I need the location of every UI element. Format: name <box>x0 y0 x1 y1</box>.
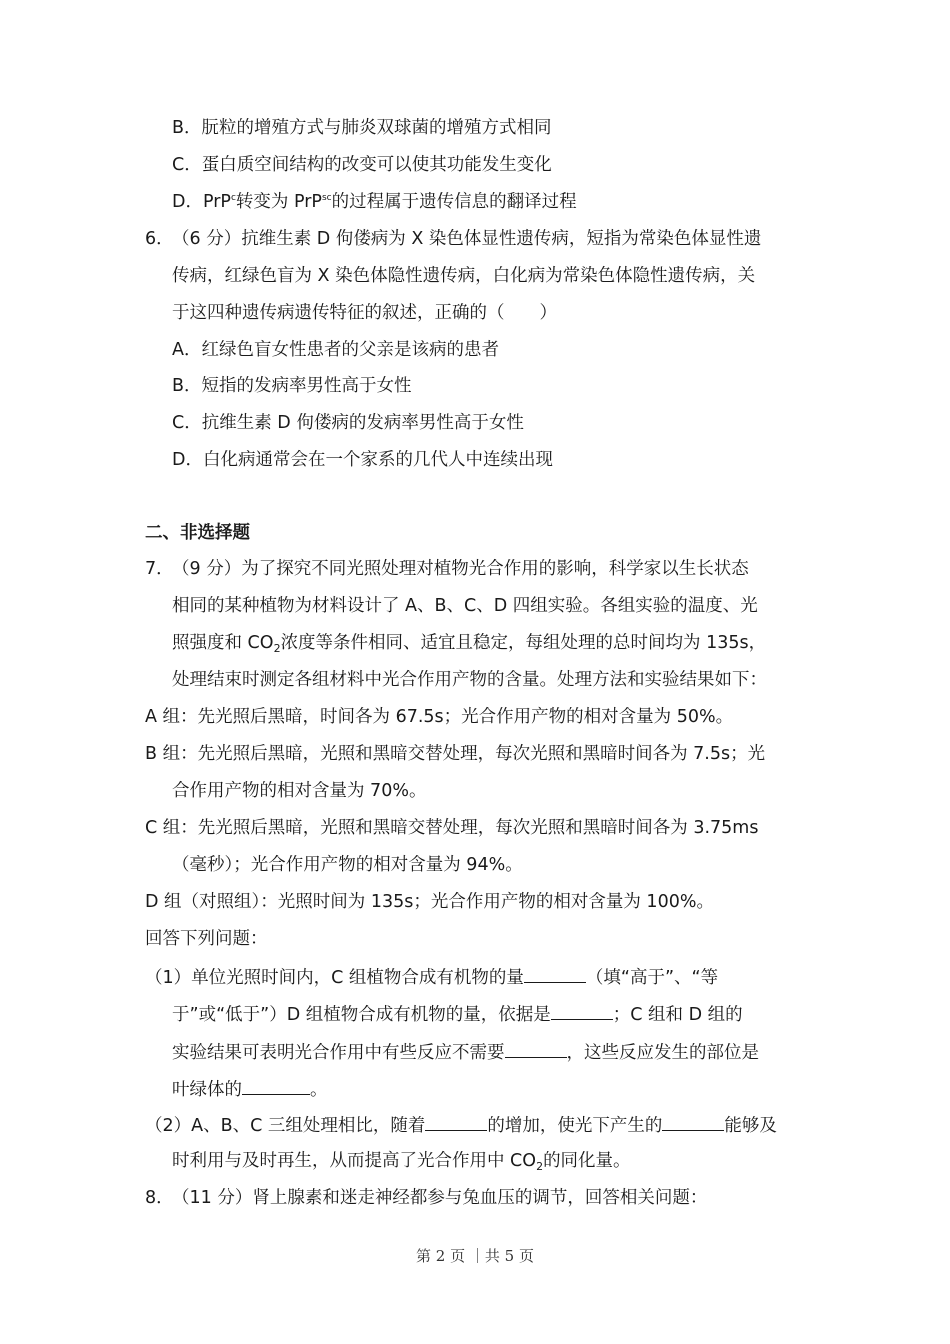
q6-stem-line-3: 于这四种遗传病遗传特征的叙述，正确的（ ） <box>172 303 557 323</box>
answer-blank[interactable] <box>551 1002 613 1020</box>
section-heading: 二、非选择题 <box>145 523 250 543</box>
q7-part1-line-1: （1）单位光照时间内，C 组植物合成有机物的量 （填“高于”、“等 <box>145 965 718 989</box>
page-footer: 第 2 页 ｜共 5 页 <box>416 1247 534 1265</box>
q8-number: 8． <box>145 1188 174 1208</box>
q5-option-b: B．朊粒的增殖方式与肺炎双球菌的增殖方式相同 <box>172 118 552 138</box>
q7-number: 7． <box>145 559 174 579</box>
q7-part1-line-4: 叶绿体的 。 <box>172 1077 328 1101</box>
answer-blank[interactable] <box>662 1113 724 1131</box>
q6-stem-line-1: （6 分）抗维生素 D 佝偻病为 X 染色体显性遗传病，短指为常染色体显性遗 <box>172 229 762 249</box>
q5-option-d: D．PrP$^c$转变为 PrP$^{sc}$的过程属于遗传信息的翻译过程 <box>172 192 577 212</box>
q6-option-b: B．短指的发病率男性高于女性 <box>172 376 412 396</box>
q7-group-c-line-2: （毫秒）；光合作用产物的相对含量为 94%。 <box>172 855 523 875</box>
q7-group-a: A 组：先光照后黑暗，时间各为 67.5s；光合作用产物的相对含量为 50%。 <box>145 707 734 727</box>
q7-part1-line-2: 于”或“低于”）D 组植物合成有机物的量，依据是 ；C 组和 D 组的 <box>172 1002 743 1026</box>
q7-stem-line-3: 照强度和 $CO_2$浓度等条件相同、适宜且稳定，每组处理的总时间均为 135s， <box>172 633 767 655</box>
q6-option-c: C．抗维生素 D 佝偻病的发病率男性高于女性 <box>172 413 524 433</box>
answer-blank[interactable] <box>524 965 586 983</box>
q7-part1-line-3: 实验结果可表明光合作用中有些反应不需要 ，这些反应发生的部位是 <box>172 1040 759 1064</box>
q8-stem-line-1: （11 分）肾上腺素和迷走神经都参与兔血压的调节，回答相关问题： <box>172 1188 708 1208</box>
q7-stem-line-1: （9 分）为了探究不同光照处理对植物光合作用的影响，科学家以生长状态 <box>172 559 749 579</box>
q7-stem-line-2: 相同的某种植物为材料设计了 A、B、C、D 四组实验。各组实验的温度、光 <box>172 596 758 616</box>
q7-group-d: D 组（对照组）：光照时间为 135s；光合作用产物的相对含量为 100%。 <box>145 892 714 912</box>
q7-answer-prompt: 回答下列问题： <box>145 929 268 949</box>
q5-option-c: C．蛋白质空间结构的改变可以使其功能发生变化 <box>172 155 552 175</box>
q6-number: 6． <box>145 229 174 249</box>
q6-stem-line-2: 传病，红绿色盲为 X 染色体隐性遗传病，白化病为常染色体隐性遗传病，关 <box>172 266 756 286</box>
q7-stem-line-4: 处理结束时测定各组材料中光合作用产物的含量。处理方法和实验结果如下： <box>172 670 767 690</box>
q7-part2-line-1: （2）A、B、C 三组处理相比，随着 的增加，使光下产生的 能够及 <box>145 1113 777 1137</box>
answer-blank[interactable] <box>242 1077 310 1095</box>
q7-group-b-line-2: 合作用产物的相对含量为 70%。 <box>172 781 427 801</box>
q7-part2-line-2: 时利用与及时再生，从而提高了光合作用中 $CO_2$的同化量。 <box>172 1151 631 1173</box>
answer-blank[interactable] <box>425 1113 487 1131</box>
q6-option-a: A．红绿色盲女性患者的父亲是该病的患者 <box>172 340 499 360</box>
q6-option-d: D．白化病通常会在一个家系的几代人中连续出现 <box>172 450 553 470</box>
q7-group-c-line-1: C 组：先光照后黑暗，光照和黑暗交替处理，每次光照和黑暗时间各为 3.75ms <box>145 818 759 838</box>
q7-group-b-line-1: B 组：先光照后黑暗，光照和黑暗交替处理，每次光照和黑暗时间各为 7.5s；光 <box>145 744 766 764</box>
answer-blank[interactable] <box>505 1040 567 1058</box>
